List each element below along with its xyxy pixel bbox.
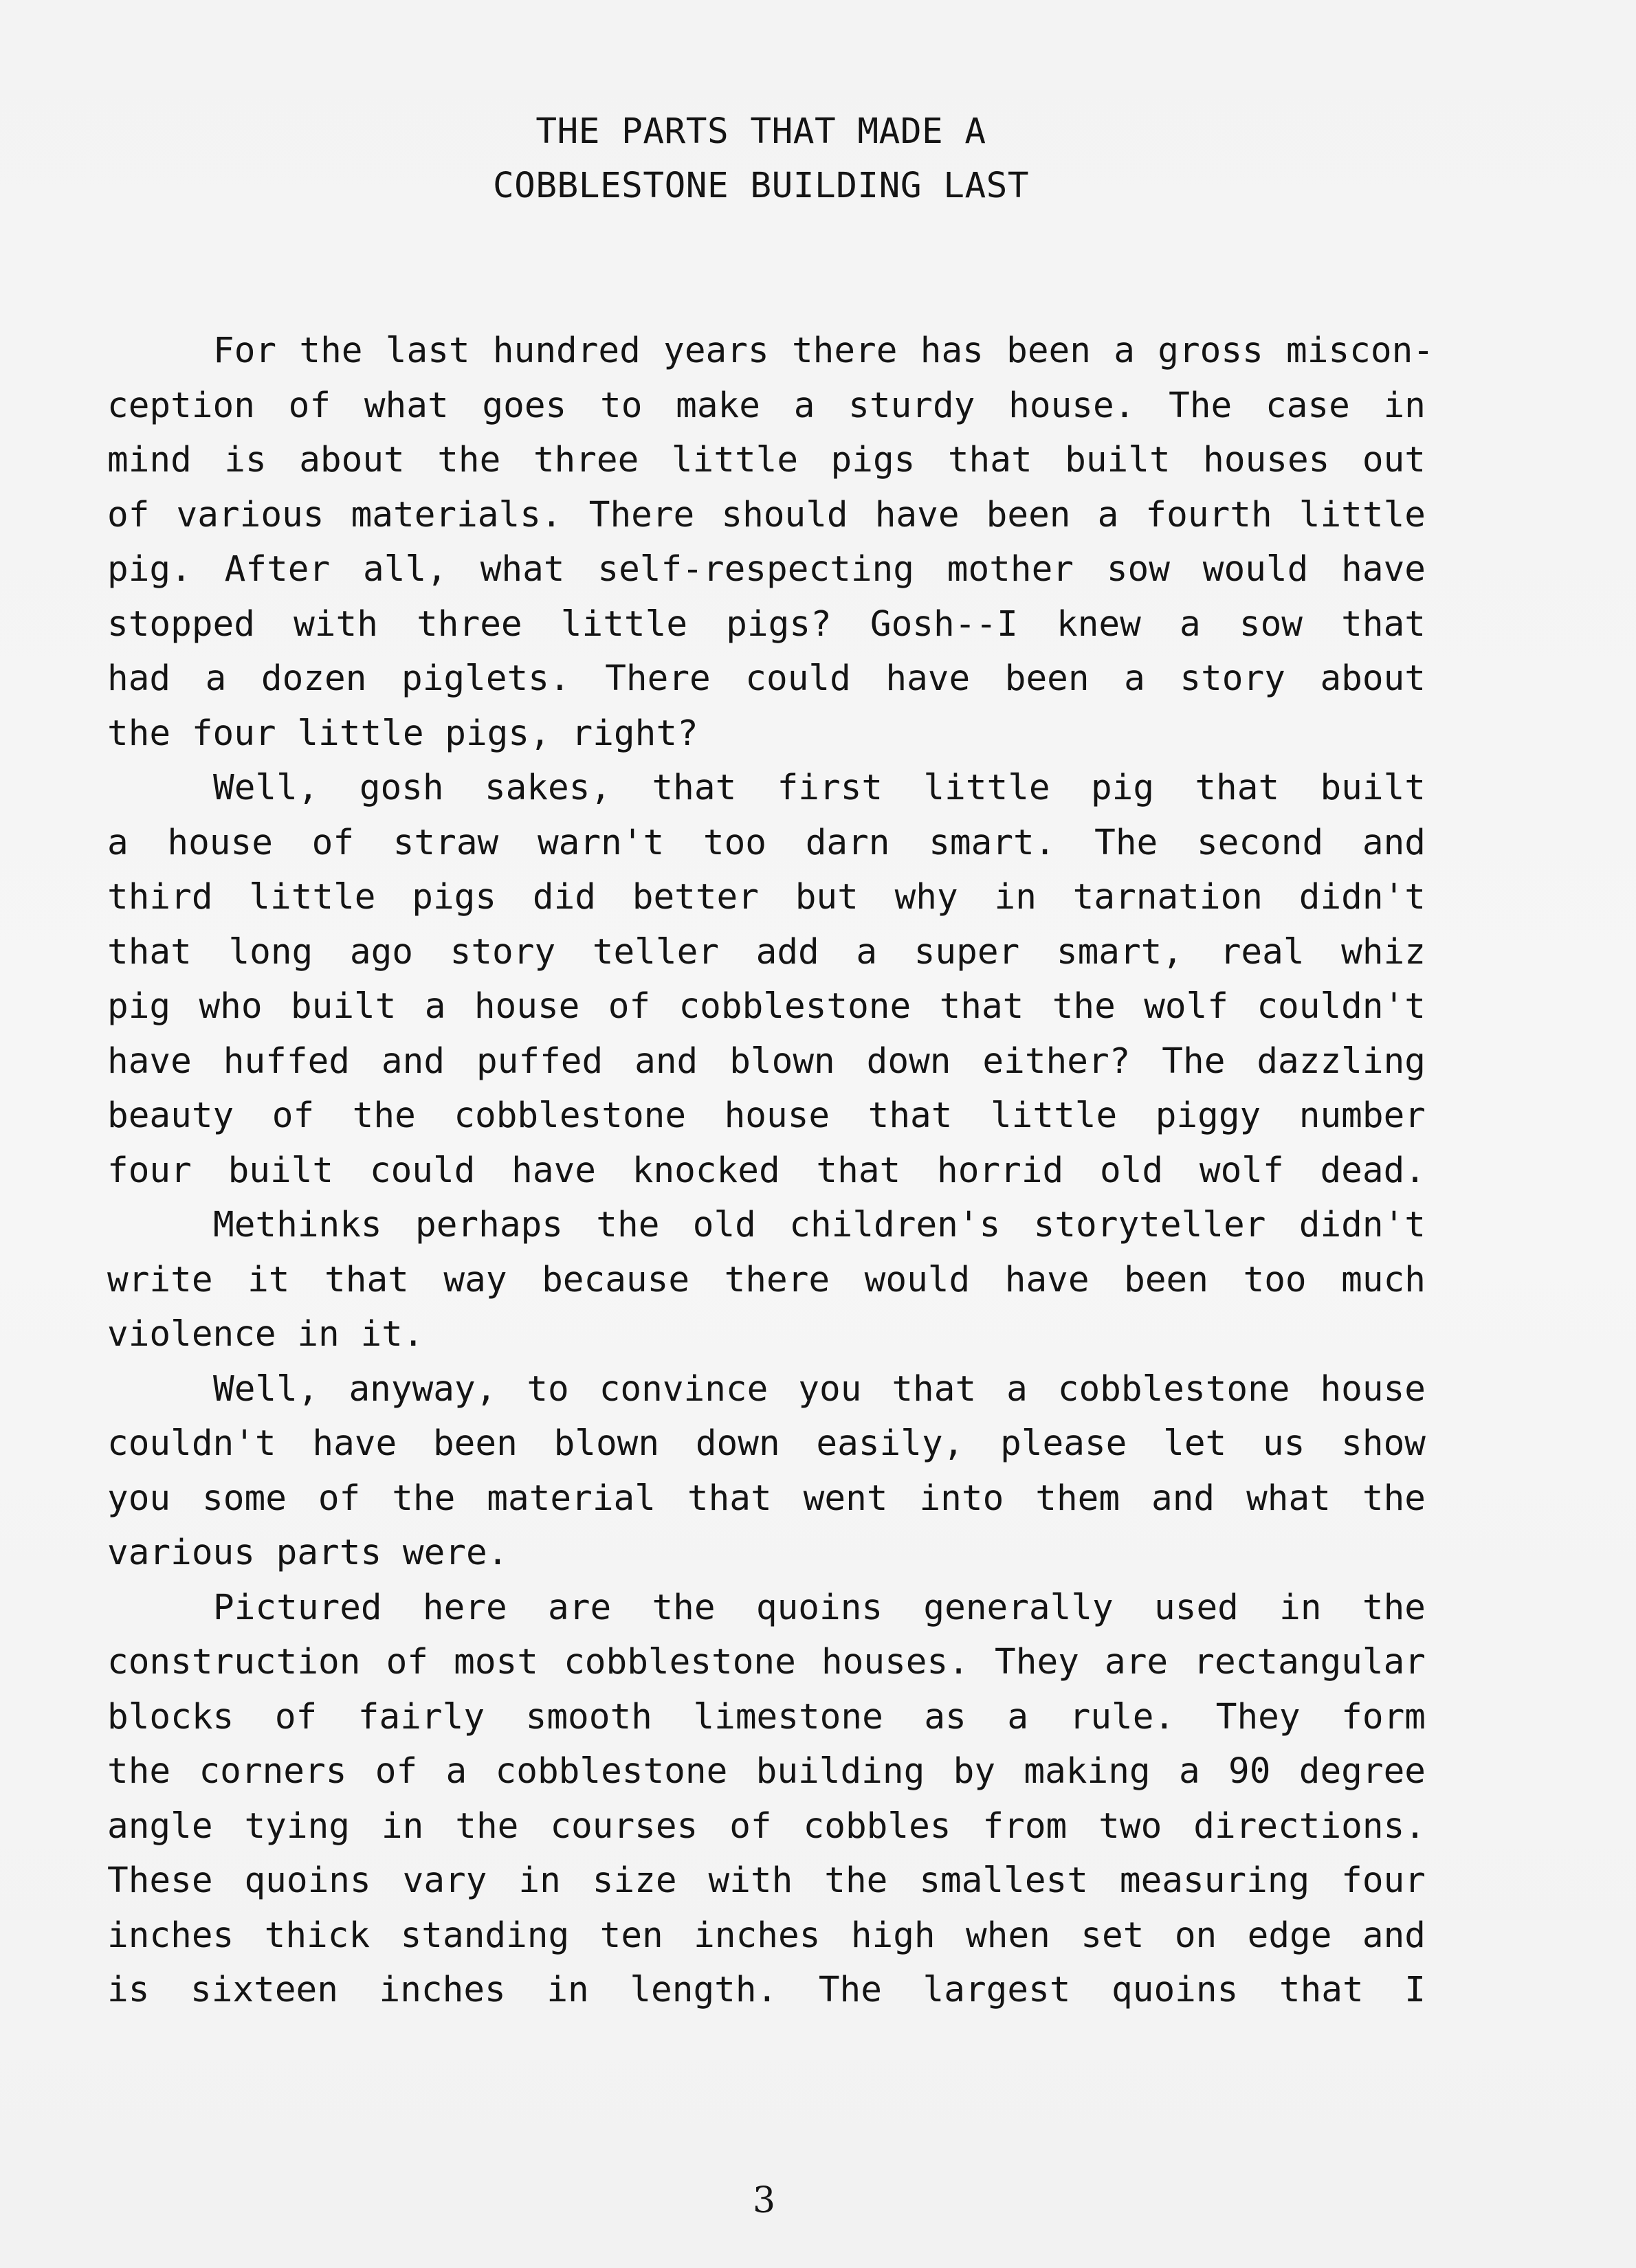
text-line: the corners of a cobblestone building by making a 90 degree xyxy=(107,1751,1426,1792)
text-line: mind is about the three little pigs that built houses out xyxy=(107,440,1426,480)
text-line: of various materials. There should have been a fourth little xyxy=(107,494,1426,535)
text-line: four built could have knocked that horrid old wolf dead. xyxy=(107,1150,1426,1191)
title-line-2: COBBLESTONE BUILDING LAST xyxy=(492,166,1030,206)
text-line: couldn't have been blown down easily, please let us show xyxy=(107,1423,1426,1464)
text-line: Pictured here are the quoins generally used in the xyxy=(213,1587,1426,1628)
page-title xyxy=(0,104,1522,213)
title-line-1: THE PARTS THAT MADE A xyxy=(535,111,986,152)
text-line: Methinks perhaps the old children's storyteller didn't xyxy=(213,1205,1426,1245)
text-line: had a dozen piglets. There could have been a story about xyxy=(107,658,1426,699)
text-line: a house of straw warn't too darn smart. The second and xyxy=(107,822,1426,863)
text-line: have huffed and puffed and blown down either? The dazzling xyxy=(107,1041,1426,1082)
text-line: write it that way because there would have been too much xyxy=(107,1259,1426,1300)
text-line: that long ago story teller add a super smart, real whiz xyxy=(107,931,1426,972)
text-line: violence in it. xyxy=(107,1314,424,1355)
text-line: angle tying in the courses of cobbles from two directions. xyxy=(107,1805,1426,1847)
text-line: Well, anyway, to convince you that a cobblestone house xyxy=(213,1368,1426,1410)
text-line: inches thick standing ten inches high when set on edge and xyxy=(107,1915,1426,1956)
text-line: construction of most cobblestone houses. They are rectangular xyxy=(107,1642,1426,1682)
text-line: Well, gosh sakes, that first little pig that built xyxy=(213,768,1426,808)
page-number: 3 xyxy=(753,2180,776,2221)
text-line: you some of the material that went into them and what the xyxy=(107,1478,1426,1519)
text-line: blocks of fairly smooth limestone as a rule. They form xyxy=(107,1696,1426,1737)
text-line: beauty of the cobblestone house that little piggy number xyxy=(107,1096,1426,1136)
text-line: ception of what goes to make a sturdy house. The case in xyxy=(107,385,1426,426)
article-body xyxy=(107,324,1434,2018)
text-line: third little pigs did better but why in tarnation didn't xyxy=(107,877,1426,918)
text-line: stopped with three little pigs? Gosh--I knew a sow that xyxy=(107,603,1426,645)
text-line: pig. After all, what self-respecting mother sow would have xyxy=(107,549,1426,590)
text-line: is sixteen inches in length. The largest quoins that I xyxy=(107,1970,1426,2010)
text-line: the four little pigs, right? xyxy=(107,713,698,754)
text-line: various parts were. xyxy=(107,1533,509,1573)
text-line: pig who built a house of cobblestone that the wolf couldn't xyxy=(107,986,1426,1027)
text-line: These quoins vary in size with the smallest measuring four xyxy=(107,1860,1426,1901)
text-line: For the last hundred years there has been a gross miscon- xyxy=(213,331,1434,371)
